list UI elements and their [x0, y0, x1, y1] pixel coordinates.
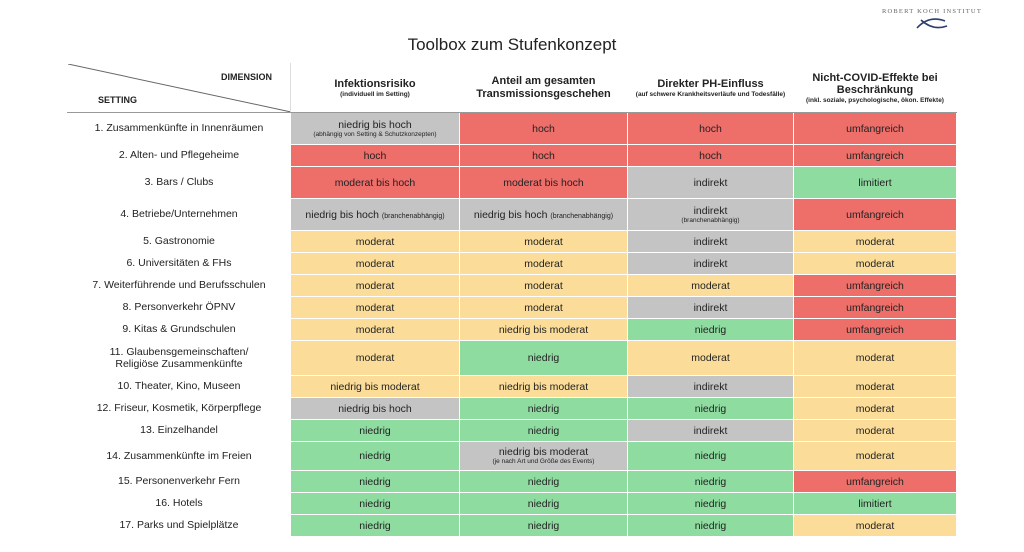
- rating-text: niedrig: [359, 497, 391, 510]
- setting-name: 8. Personverkehr ÖPNV: [122, 301, 236, 314]
- rating-cell: [628, 515, 794, 537]
- rating-text: moderat: [855, 257, 895, 270]
- setting-name-line2: Religiöse Zusammenkünfte: [115, 358, 243, 370]
- setting-name: 15. Personenverkehr Fern: [118, 475, 240, 488]
- rating-text: moderat: [691, 352, 730, 364]
- setting-cell: [68, 167, 291, 199]
- rating-cell: [291, 420, 460, 442]
- rating-text: moderat: [355, 279, 395, 292]
- rating-cell: [291, 297, 460, 319]
- rating-text: umfangreich: [846, 279, 904, 292]
- setting-cell: [68, 493, 291, 515]
- rating-text: umfangreich: [846, 208, 904, 221]
- rating-cell: [291, 398, 460, 420]
- rating-cell: [291, 145, 460, 167]
- rating-text: moderat: [855, 235, 895, 248]
- rating-cell: [794, 398, 957, 420]
- rating-cell: [794, 319, 957, 341]
- rating-text: niedrig: [527, 424, 560, 437]
- rating-cell: [291, 199, 460, 231]
- rating-cell: [291, 341, 460, 376]
- rating-text: moderat: [355, 323, 395, 336]
- rating-cell: [291, 231, 460, 253]
- column-header: [794, 64, 957, 113]
- rating-cell: [794, 376, 957, 398]
- rating-cell: [460, 297, 628, 319]
- rating-text: niedrig: [359, 519, 391, 532]
- header-row: [68, 64, 957, 113]
- rating-text: moderat: [691, 279, 730, 292]
- setting-cell: [68, 341, 291, 376]
- rating-text: niedrig: [527, 519, 560, 532]
- setting-cell: [68, 145, 291, 167]
- rating-cell: [291, 275, 460, 297]
- rating-cell: [628, 319, 794, 341]
- rating-cell: [291, 253, 460, 275]
- rating-cell: [460, 493, 628, 515]
- rating-text: indirekt: [693, 424, 728, 437]
- rating-cell: [628, 297, 794, 319]
- table-row: [68, 199, 957, 231]
- rating-cell: [460, 442, 628, 471]
- table-row: [68, 341, 957, 376]
- rating-cell: [794, 341, 957, 376]
- setting-cell: [68, 253, 291, 275]
- rating-cell: [460, 199, 628, 231]
- rating-text: moderat: [524, 235, 563, 248]
- rating-cell: [794, 275, 957, 297]
- rating-cell: [794, 167, 957, 199]
- rating-cell: [794, 420, 957, 442]
- rating-cell: [291, 319, 460, 341]
- rating-text: hoch: [363, 149, 387, 162]
- rating-cell: [291, 376, 460, 398]
- rating-cell: [628, 275, 794, 297]
- rating-text: umfangreich: [846, 475, 904, 488]
- table-row: [68, 113, 957, 145]
- dimension-label: DIMENSION: [220, 72, 272, 82]
- rating-text: niedrig bis moderat: [498, 446, 589, 459]
- rating-text: niedrig: [359, 424, 391, 437]
- header-corner: [68, 64, 291, 113]
- table-row: [68, 167, 957, 199]
- rating-cell: [460, 319, 628, 341]
- rating-text: moderat: [524, 301, 563, 314]
- rating-cell: [628, 231, 794, 253]
- column-title: Direkter PH-Einfluss: [657, 77, 764, 90]
- table-row: [68, 398, 957, 420]
- rating-text: niedrig: [527, 497, 560, 510]
- rating-text: moderat: [855, 424, 895, 437]
- rating-text: hoch: [532, 149, 555, 162]
- table-row: [68, 231, 957, 253]
- rating-text: moderat: [524, 257, 563, 270]
- setting-cell: [68, 442, 291, 471]
- rating-text: niedrig bis hoch: [338, 402, 412, 415]
- setting-name: 14. Zusammenkünfte im Freien: [106, 449, 252, 462]
- rating-cell: [794, 493, 957, 515]
- rating-note: (abhängig von Setting & Schutzkonzepten): [313, 130, 437, 138]
- rki-logo: [882, 8, 982, 31]
- setting-name: 6. Universitäten & FHs: [126, 257, 232, 270]
- table-row: [68, 515, 957, 537]
- column-subtitle: (auf schwere Krankheitsverläufe und Todesfälle): [635, 90, 786, 98]
- rating-text: niedrig bis moderat: [498, 380, 589, 393]
- rating-cell: [460, 376, 628, 398]
- setting-cell: [68, 113, 291, 145]
- rating-cell: [794, 515, 957, 537]
- setting-name: 11. Glaubensgemeinschaften/: [109, 345, 249, 358]
- setting-cell: [68, 199, 291, 231]
- rating-cell: [794, 231, 957, 253]
- rating-text: indirekt: [693, 204, 728, 217]
- setting-name: 16. Hotels: [155, 497, 203, 510]
- rating-cell: [460, 515, 628, 537]
- rating-text: niedrig: [694, 475, 727, 488]
- rating-text: umfangreich: [846, 122, 904, 135]
- setting-cell: [68, 398, 291, 420]
- column-subtitle: (individuell im Setting): [340, 90, 410, 98]
- rating-text: umfangreich: [846, 301, 904, 314]
- column-header: [291, 64, 460, 113]
- rating-text: moderat bis hoch: [503, 176, 584, 189]
- setting-cell: [68, 376, 291, 398]
- rating-cell: [460, 471, 628, 493]
- rating-note: (branchenabhängig): [681, 216, 740, 224]
- table-row: [68, 471, 957, 493]
- rating-text: umfangreich: [846, 323, 904, 336]
- rating-cell: [628, 420, 794, 442]
- column-title: Infektionsrisiko: [334, 77, 416, 90]
- table-row: [68, 297, 957, 319]
- rating-cell: [794, 145, 957, 167]
- rating-text: limitiert: [858, 497, 892, 510]
- rating-cell: [291, 167, 460, 199]
- rating-cell: [291, 113, 460, 145]
- table-row: [68, 376, 957, 398]
- rating-cell: [628, 145, 794, 167]
- rating-text: indirekt: [693, 301, 728, 314]
- rating-cell: [628, 398, 794, 420]
- rating-cell: [628, 113, 794, 145]
- rating-cell: [291, 515, 460, 537]
- rating-text: moderat: [355, 301, 395, 314]
- setting-name: 1. Zusammenkünfte in Innenräumen: [94, 122, 264, 135]
- rating-note: (je nach Art und Größe des Events): [492, 458, 595, 466]
- setting-name: 3. Bars / Clubs: [144, 176, 214, 189]
- rating-cell: [460, 231, 628, 253]
- rating-cell: [291, 442, 460, 471]
- table-row: [68, 275, 957, 297]
- table-body: [68, 113, 957, 537]
- setting-cell: [68, 275, 291, 297]
- setting-cell: [68, 471, 291, 493]
- table-row: [68, 493, 957, 515]
- setting-cell: [68, 515, 291, 537]
- column-subtitle: (inkl. soziale, psychologische, ökon. Effekte): [806, 96, 944, 104]
- rating-text: moderat: [524, 279, 563, 292]
- rating-cell: [460, 420, 628, 442]
- rating-cell: [628, 167, 794, 199]
- rating-cell: [460, 398, 628, 420]
- setting-name: 7. Weiterführende und Berufsschulen: [92, 279, 266, 292]
- rki-logo-icon: [915, 17, 949, 31]
- rating-text: moderat: [855, 519, 895, 532]
- column-title: Nicht-COVID-Effekte bei Beschränkung: [812, 71, 938, 97]
- rating-text: niedrig: [694, 323, 727, 336]
- column-header: [628, 64, 794, 113]
- table-row: [68, 253, 957, 275]
- rating-cell: [628, 493, 794, 515]
- rating-text: niedrig: [527, 475, 560, 488]
- rating-text: niedrig: [527, 352, 560, 364]
- rating-text: indirekt: [693, 176, 728, 189]
- rating-text: moderat bis hoch: [334, 176, 416, 189]
- rating-text: limitiert: [858, 176, 892, 189]
- table-row: [68, 145, 957, 167]
- setting-name: 12. Friseur, Kosmetik, Körperpflege: [96, 402, 262, 415]
- rating-cell: [460, 113, 628, 145]
- rating-note: (branchenabhängig): [550, 212, 614, 220]
- setting-name: 5. Gastronomie: [143, 235, 215, 248]
- setting-name: 10. Theater, Kino, Museen: [117, 380, 241, 393]
- setting-name: 13. Einzelhandel: [140, 424, 218, 437]
- rating-text: hoch: [532, 122, 555, 135]
- rating-text: niedrig bis moderat: [330, 380, 420, 393]
- rating-cell: [628, 471, 794, 493]
- setting-name: 4. Betriebe/Unternehmen: [120, 208, 238, 221]
- rating-text: indirekt: [693, 380, 728, 393]
- rating-text: niedrig: [527, 402, 560, 415]
- rating-cell: [794, 442, 957, 471]
- rating-cell: [460, 145, 628, 167]
- column-title: Anteil am gesamten Transmissionsgeschehen: [476, 75, 611, 100]
- rating-text: niedrig bis hoch: [305, 208, 379, 221]
- rating-cell: [628, 199, 794, 231]
- setting-name: 2. Alten- und Pflegeheime: [118, 149, 240, 162]
- setting-cell: [68, 231, 291, 253]
- rating-text: niedrig: [359, 475, 391, 488]
- rating-cell: [628, 376, 794, 398]
- logo-text: ROBERT KOCH INSTITUT: [881, 8, 982, 15]
- rating-text: moderat: [855, 352, 895, 364]
- rating-note: (branchenabhängig): [381, 212, 445, 220]
- setting-name: 17. Parks und Spielplätze: [119, 519, 239, 532]
- setting-cell: [68, 319, 291, 341]
- rating-cell: [794, 253, 957, 275]
- rating-cell: [628, 341, 794, 376]
- rating-text: niedrig bis hoch: [338, 118, 412, 131]
- setting-cell: [68, 420, 291, 442]
- rating-cell: [291, 471, 460, 493]
- rating-text: moderat: [355, 235, 395, 248]
- column-header: [460, 64, 628, 113]
- table-row: [68, 420, 957, 442]
- rating-cell: [794, 199, 957, 231]
- rating-text: moderat: [855, 402, 895, 415]
- rating-cell: [794, 113, 957, 145]
- rating-text: moderat: [355, 257, 395, 270]
- rating-text: niedrig: [694, 497, 727, 510]
- stufenkonzept-table: [67, 63, 957, 537]
- rating-text: indirekt: [693, 257, 728, 270]
- rating-text: niedrig: [694, 519, 727, 532]
- rating-cell: [291, 493, 460, 515]
- setting-cell: [68, 297, 291, 319]
- rating-text: moderat: [855, 450, 895, 462]
- rating-text: niedrig: [694, 450, 727, 462]
- rating-text: umfangreich: [846, 149, 904, 162]
- setting-name: 9. Kitas & Grundschulen: [122, 323, 236, 336]
- table-row: [68, 442, 957, 471]
- rating-text: moderat: [855, 380, 895, 393]
- rating-cell: [628, 253, 794, 275]
- rating-text: niedrig: [694, 402, 727, 415]
- setting-label: SETTING: [98, 94, 138, 105]
- rating-cell: [628, 442, 794, 471]
- rating-text: hoch: [699, 149, 722, 162]
- rating-cell: [460, 341, 628, 376]
- rating-cell: [794, 471, 957, 493]
- rating-cell: [460, 253, 628, 275]
- rating-text: niedrig: [359, 450, 391, 462]
- rating-text: niedrig bis moderat: [498, 323, 589, 336]
- rating-text: niedrig bis hoch: [473, 208, 548, 221]
- rating-cell: [794, 297, 957, 319]
- rating-text: indirekt: [693, 235, 728, 248]
- rating-cell: [460, 275, 628, 297]
- page-title: Toolbox zum Stufenkonzept: [407, 35, 617, 54]
- rating-text: hoch: [699, 122, 722, 135]
- rating-cell: [460, 167, 628, 199]
- rating-text: moderat: [355, 352, 395, 364]
- table-row: [68, 319, 957, 341]
